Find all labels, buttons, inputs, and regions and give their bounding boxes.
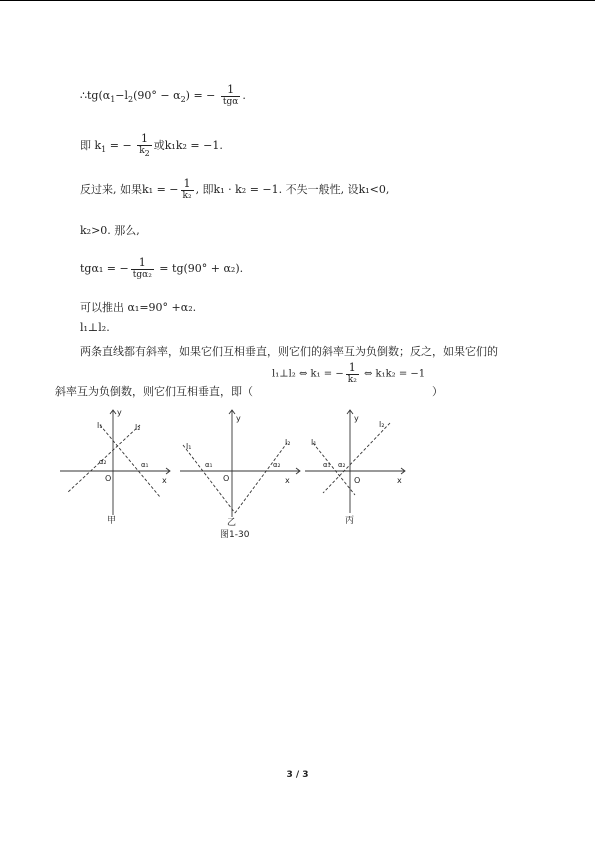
fraction-denominator: tgα₂ [132, 270, 152, 280]
fraction-numerator: 1 [227, 83, 235, 96]
formula-line-2: 即 $k_1$ = − $\frac{1}{k_2}$ 或k₁k₂ = −1. [80, 132, 223, 158]
formula-3-tail: , 即k₁ · k₂ = −1. 不失一般性, 设k₁<0, [195, 183, 390, 196]
text-line-6: 可以推出 α₁=90° +α₂. [80, 301, 197, 314]
formula-5-prefix: tgα₁ = − [80, 262, 129, 275]
boxed-formula [272, 362, 425, 386]
paragraph-line-2-text: 斜率互为负倒数，则它们互相垂直，即（ [55, 385, 253, 398]
fraction-numerator: 1 [348, 361, 356, 374]
panel-2-y-label: y [236, 414, 241, 423]
fraction-denominator: k₂ [182, 191, 192, 201]
panel-1-alpha1-label: α₁ [141, 461, 149, 469]
formula-line-1: $\therefore tg(\alpha_1-l_2(90^\circ - \alpha_2)$ = − $\frac{1}{\text{tgα}}$ . [80, 83, 246, 107]
panel-1-origin-label: O [105, 474, 112, 483]
boxed-formula-part-a: l₁⊥l₂ ⇔ k₁ = − [272, 368, 344, 380]
boxed-formula-part-b: ⇔ k₁k₂ = −1 [360, 368, 426, 380]
paragraph-line-2 [55, 383, 253, 399]
panel-3-origin-label: O [354, 476, 361, 485]
formula-5-tail: = tg(90° + α₂). [155, 262, 244, 275]
panel-3-l2-label: l₂ [379, 420, 385, 429]
formula-line-5 [80, 257, 243, 281]
panel-2-l1-label: l₁ [186, 442, 192, 451]
formula-1-rest: (90° − α [133, 89, 181, 102]
panel-3-x-label: x [397, 476, 402, 485]
page-number: 3 / 3 [286, 770, 309, 780]
formula-line-4: k₂>0. 那么, [80, 224, 140, 237]
panel-3-l1-label: l₁ [311, 438, 317, 447]
panel-2-caption: 乙 [227, 518, 237, 528]
paragraph-line-2-close: ） [432, 385, 443, 398]
panel-1-l2-label: l₂ [135, 423, 141, 432]
formula-1-mid: −l [115, 89, 129, 102]
formula-1-prefix: ∴tg(α [80, 89, 111, 102]
fraction-denominator: tgα [222, 97, 239, 107]
panel-3-alpha1-label: α₁ [323, 461, 331, 469]
panel-2-l2-label: l₂ [285, 438, 291, 447]
formula-3-fraction [181, 178, 194, 202]
panel-2-origin-label: O [223, 474, 230, 483]
figure-1-30 [55, 405, 425, 545]
formula-1-fraction [221, 84, 240, 108]
formula-3-prefix: 反过来, 如果k₁ = − [80, 183, 179, 196]
fraction-numerator: 1 [183, 177, 191, 190]
formula-line-3 [80, 178, 389, 202]
formula-2-fraction [137, 133, 152, 159]
fraction-denominator: $k_2$ [139, 146, 150, 158]
fraction-denominator: k₂ [347, 375, 357, 385]
panel-2-x-label: x [285, 476, 290, 485]
formula-2-prefix: 即 k [80, 138, 102, 152]
panel-2-alpha2-label: α₂ [273, 461, 281, 469]
figure-caption: 图1-30 [220, 530, 250, 540]
formula-1-tail: ) = − [185, 89, 216, 102]
formula-2-eq: = − [106, 138, 132, 152]
panel-1-line-l1 [100, 425, 160, 497]
panel-3-alpha2-label: α₂ [338, 461, 346, 469]
formula-5-fraction [131, 257, 154, 281]
panel-1-l1-label: l₁ [97, 421, 103, 430]
formula-2-tail: 或k₁k₂ = −1. [153, 138, 223, 152]
panel-1-caption: 甲 [107, 516, 117, 526]
panel-1-y-label: y [117, 408, 122, 417]
fraction-numerator: 1 [140, 132, 148, 145]
text-line-7: l₁⊥l₂. [80, 321, 110, 334]
boxed-formula-fraction [346, 362, 359, 386]
panel-1-alpha2-label: α₂ [99, 458, 107, 466]
panel-2-alpha1-label: α₁ [205, 461, 213, 469]
panel-1-x-label: x [162, 476, 167, 485]
paragraph-line-1: 两条直线都有斜率，如果它们互相垂直，则它们的斜率互为负倒数；反之，如果它们的 [80, 345, 498, 358]
panel-3-caption: 丙 [345, 516, 355, 526]
panel-3-line-l1 [313, 443, 355, 495]
panel-2-line-l2 [235, 443, 287, 513]
fraction-numerator: 1 [138, 256, 146, 269]
panel-3-y-label: y [354, 414, 359, 423]
page-top-border [0, 0, 595, 1]
